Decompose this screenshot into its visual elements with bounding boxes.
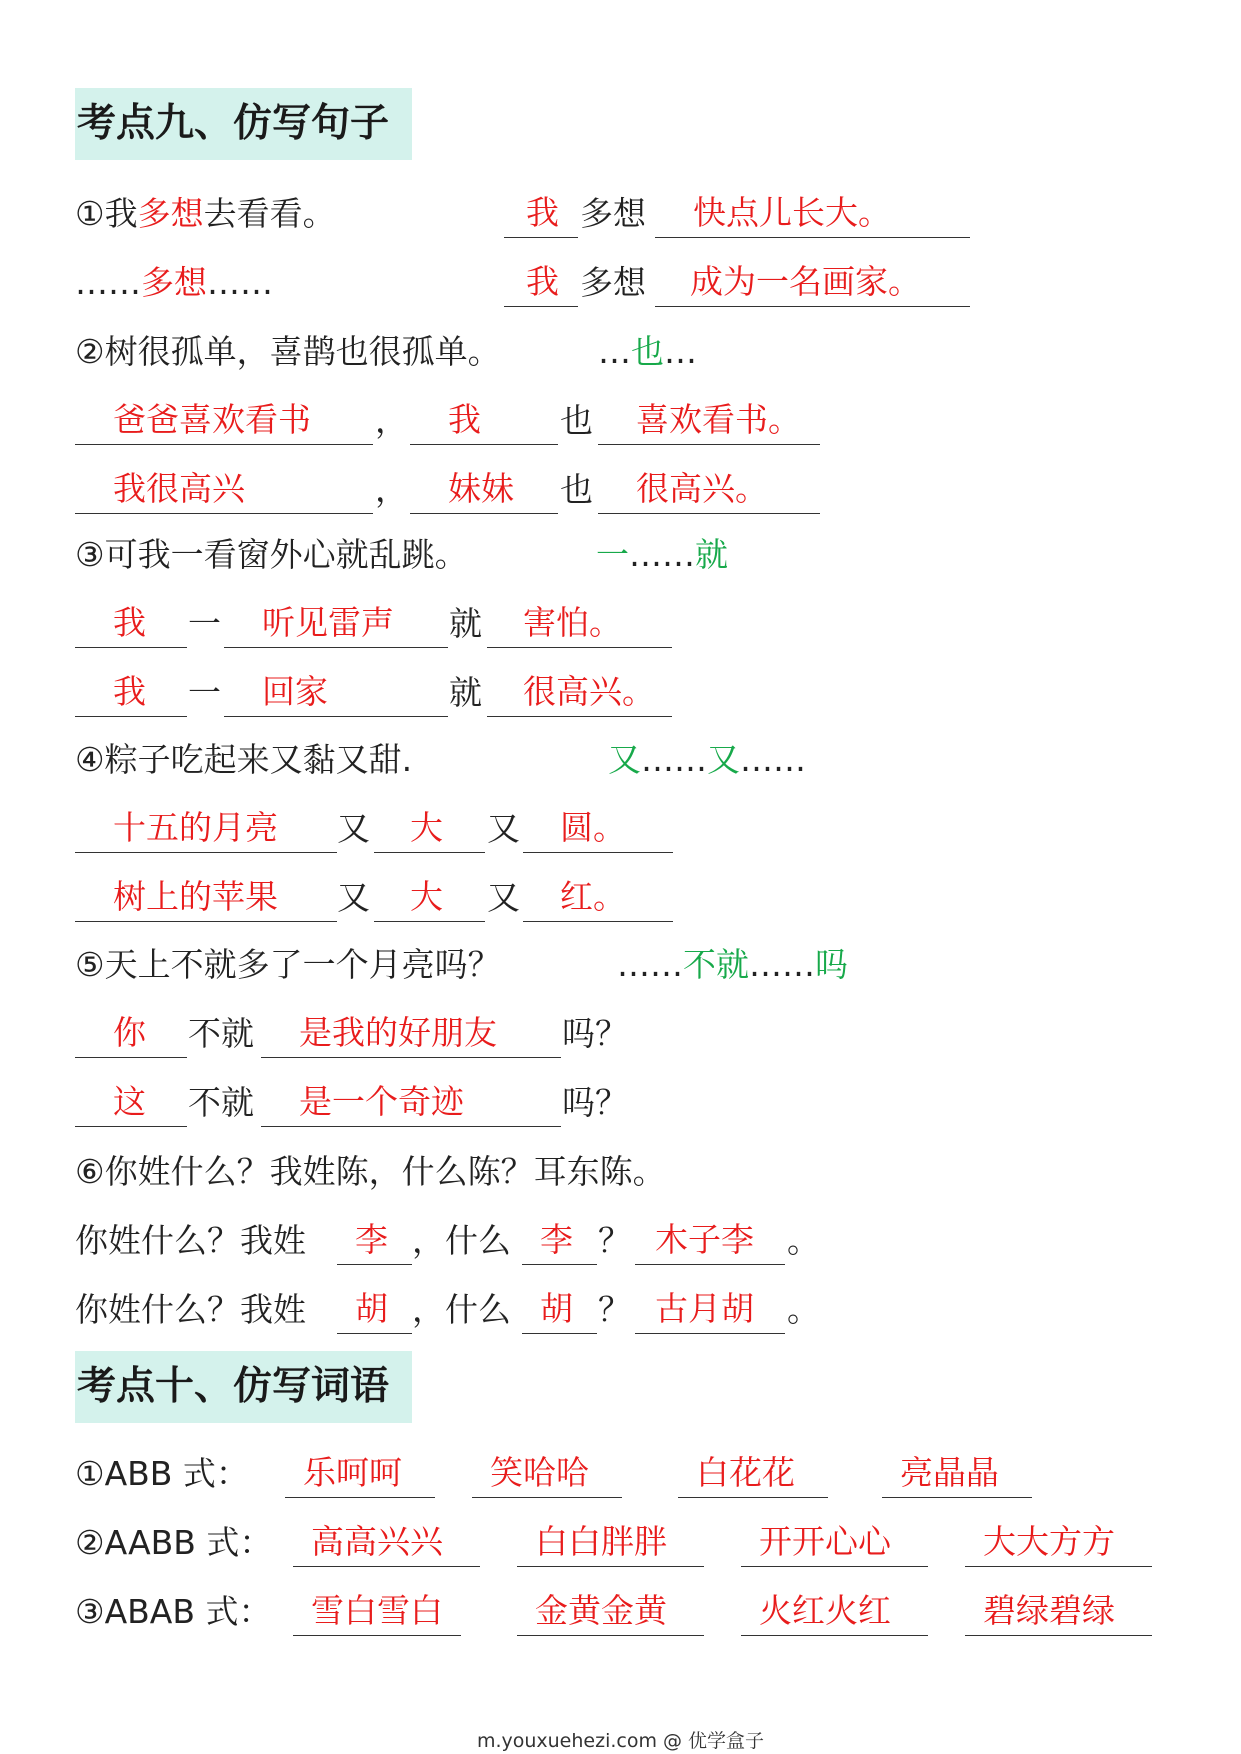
q5-w1: 不就: [188, 1083, 254, 1122]
q1-answer-1-rest[interactable]: 快点儿长大。: [655, 190, 970, 238]
q6-answer-1-a[interactable]: 李: [337, 1217, 412, 1265]
q3-w2: 就: [449, 604, 482, 643]
q3-answer-1-b[interactable]: 听见雷声: [224, 600, 448, 648]
abab-label: ③ABAB 式：: [75, 1592, 272, 1631]
q5-answer-1-b[interactable]: 是我的好朋友: [261, 1010, 561, 1058]
q3-answer-2-a[interactable]: 我: [75, 669, 187, 717]
abb-word-4[interactable]: 亮晶晶: [882, 1450, 1032, 1498]
q3-answer-1-a[interactable]: 我: [75, 600, 187, 648]
q5-answer-2-b[interactable]: 是一个奇迹: [261, 1079, 561, 1127]
footer-watermark: m.youxuehezi.com @ 优学盒子: [476, 1730, 765, 1752]
q4-answer-1-b[interactable]: 大: [374, 805, 485, 853]
section-10-heading: 考点十、仿写词语: [75, 1351, 412, 1423]
q1-sentence: ①我多想去看看。: [75, 194, 336, 233]
abab-word-3[interactable]: 火红火红: [741, 1588, 928, 1636]
q4-w: 又: [337, 878, 370, 917]
q4-w: 又: [487, 809, 520, 848]
q2-comma: ，: [375, 470, 408, 509]
q1-answer-2-mid: 多想: [580, 263, 646, 302]
q6-answer-2-b[interactable]: 胡: [522, 1286, 597, 1334]
q2-answer-2-a[interactable]: 我很高兴: [75, 466, 373, 514]
q4-answer-2-b[interactable]: 大: [374, 874, 485, 922]
aabb-label: ②AABB 式：: [75, 1523, 273, 1562]
q3-w1: 一: [188, 604, 221, 643]
q3-answer-1-c[interactable]: 害怕。: [487, 600, 672, 648]
q2-mid: 也: [560, 401, 593, 440]
q6-row-2-p1: 你姓什么？我姓: [75, 1290, 306, 1329]
q1-answer-2-subject[interactable]: 我: [504, 259, 578, 307]
abab-word-1[interactable]: 雪白雪白: [293, 1588, 461, 1636]
q2-answer-1-a[interactable]: 爸爸喜欢看书: [75, 397, 373, 445]
q2-answer-2-b[interactable]: 妹妹: [410, 466, 558, 514]
q5-answer-2-a[interactable]: 这: [75, 1079, 187, 1127]
abab-word-2[interactable]: 金黄金黄: [517, 1588, 704, 1636]
q6-row-2-p2: ，什么: [412, 1290, 511, 1329]
q4-answer-2-a[interactable]: 树上的苹果: [75, 874, 337, 922]
q5-answer-1-a[interactable]: 你: [75, 1010, 187, 1058]
q4-pattern: 又……又……: [608, 740, 806, 779]
q5-w2: 吗？: [562, 1083, 628, 1122]
aabb-word-1[interactable]: 高高兴兴: [293, 1519, 480, 1567]
abb-label: ①ABB 式：: [75, 1454, 249, 1493]
abb-word-1[interactable]: 乐呵呵: [285, 1450, 435, 1498]
q4-answer-1-c[interactable]: 圆。: [523, 805, 673, 853]
q6-row-1-p1: 你姓什么？我姓: [75, 1221, 306, 1260]
q4-w: 又: [337, 809, 370, 848]
q2-sentence: ②树很孤单，喜鹊也很孤单。: [75, 332, 501, 371]
q6-row-1-p4: 。: [787, 1221, 820, 1260]
q4-w: 又: [487, 878, 520, 917]
aabb-word-4[interactable]: 大大方方: [965, 1519, 1152, 1567]
q2-answer-1-c[interactable]: 喜欢看书。: [598, 397, 820, 445]
aabb-word-3[interactable]: 开开心心: [741, 1519, 928, 1567]
aabb-word-2[interactable]: 白白胖胖: [517, 1519, 704, 1567]
q2-mid: 也: [560, 470, 593, 509]
q1-pattern: ……多想……: [75, 263, 273, 302]
q3-sentence: ③可我一看窗外心就乱跳。: [75, 535, 468, 574]
q4-answer-2-c[interactable]: 红。: [523, 874, 673, 922]
q3-w1: 一: [188, 673, 221, 712]
q3-answer-2-b[interactable]: 回家: [224, 669, 448, 717]
q6-sentence: ⑥你姓什么？我姓陈，什么陈？耳东陈。: [75, 1152, 666, 1191]
q5-sentence: ⑤天上不就多了一个月亮吗？: [75, 945, 501, 984]
q6-answer-2-c[interactable]: 古月胡: [635, 1286, 785, 1334]
q2-pattern: …也…: [598, 332, 697, 371]
q4-sentence: ④粽子吃起来又黏又甜.: [75, 740, 413, 779]
q6-answer-2-a[interactable]: 胡: [337, 1286, 412, 1334]
q3-w2: 就: [449, 673, 482, 712]
q6-row-1-p3: ？: [598, 1221, 631, 1260]
abb-word-2[interactable]: 笑哈哈: [472, 1450, 622, 1498]
q6-answer-1-c[interactable]: 木子李: [635, 1217, 785, 1265]
q4-answer-1-a[interactable]: 十五的月亮: [75, 805, 337, 853]
q6-row-1-p2: ，什么: [412, 1221, 511, 1260]
abab-word-4[interactable]: 碧绿碧绿: [965, 1588, 1152, 1636]
q6-row-2-p3: ？: [598, 1290, 631, 1329]
q2-answer-1-b[interactable]: 我: [410, 397, 558, 445]
q5-w1: 不就: [188, 1014, 254, 1053]
q1-answer-2-rest[interactable]: 成为一名画家。: [655, 259, 970, 307]
q5-pattern: ……不就……吗: [617, 945, 848, 984]
q3-pattern: 一……就: [596, 535, 728, 574]
q6-answer-1-b[interactable]: 李: [522, 1217, 597, 1265]
q2-answer-2-c[interactable]: 很高兴。: [598, 466, 820, 514]
q6-row-2-p4: 。: [787, 1290, 820, 1329]
abb-word-3[interactable]: 白花花: [678, 1450, 828, 1498]
q2-comma: ，: [375, 401, 408, 440]
q5-w2: 吗？: [562, 1014, 628, 1053]
q1-answer-1-mid: 多想: [580, 194, 646, 233]
q3-answer-2-c[interactable]: 很高兴。: [487, 669, 672, 717]
q1-answer-1-subject[interactable]: 我: [504, 190, 578, 238]
section-9-heading: 考点九、仿写句子: [75, 88, 412, 160]
